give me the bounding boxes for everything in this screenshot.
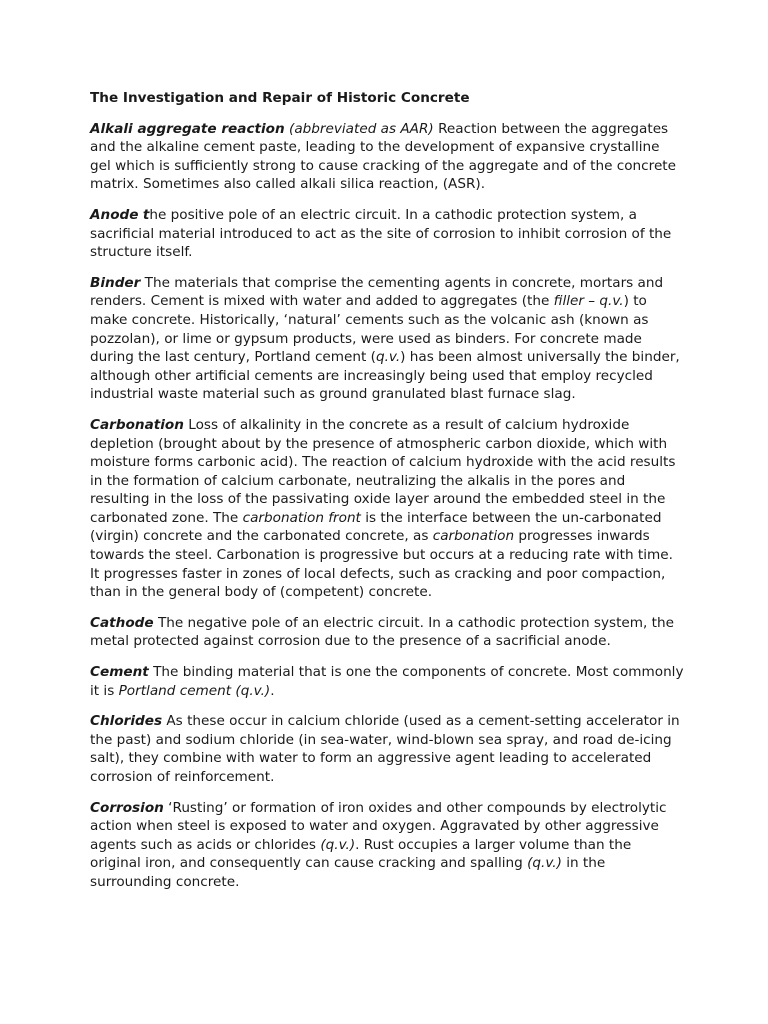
glossary-entry — [90, 206, 684, 262]
glossary-entry — [90, 712, 684, 786]
glossary-entry — [90, 663, 684, 700]
definition-text: he positive pole of an electric circuit. In a cathodic protection system, a sacrificial material introduced to act as the site of corrosion to inhibit corrosion of the structure itself. — [90, 206, 672, 261]
glossary-term: Chlorides — [90, 713, 163, 730]
definition-text: The negative pole of an electric circuit. In a cathodic protection system, the metal protected against corrosion due to the presence of a sacrificial anode. — [90, 614, 674, 650]
glossary-entries — [90, 120, 684, 892]
definition-text: Reaction between the aggregates and the alkaline cement paste, leading to the development of expansive crystalline gel which is sufficiently strong to cause cracking of the aggregate and of the concrete matrix. Sometimes also called alkali silica reaction, (ASR). — [90, 120, 676, 193]
definition-emphasis: t — [142, 206, 150, 223]
definition-text: ‘Rusting’ or formation of iron oxides and other compounds by electrolytic action when steel is exposed to water and oxygen. Aggravated by other aggressive agents such as acids or chlorides — [90, 799, 667, 853]
definition-text: in the surrounding concrete. — [90, 855, 606, 890]
glossary-term: Alkali aggregate reaction — [90, 120, 285, 137]
definition-text: Loss of alkalinity in the concrete as a result of calcium hydroxide depletion (brought about by the presence of atmospheric carbon dioxide, which with moisture forms carbonic acid). The reaction of calcium hydroxide with the acid results in the formation of calcium carbonate, neutralizing the alkalis in the pores and resulting in the loss of the passivating oxide layer around the embedded steel in the carbonated zone. The — [90, 416, 676, 526]
definition-emphasis: Portland cement (q.v.) — [118, 682, 271, 699]
document-page — [90, 89, 684, 904]
glossary-entry — [90, 614, 684, 651]
definition-text: The materials that comprise the cementing agents in concrete, mortars and renders. Cement is mixed with water and added to aggregates (the — [90, 274, 664, 310]
definition-emphasis: (q.v.) — [527, 855, 562, 872]
glossary-entry — [90, 274, 684, 404]
definition-emphasis: (abbreviated as AAR) — [289, 120, 434, 137]
glossary-term: Binder — [90, 274, 141, 291]
definition-text: ) to make concrete. Historically, ‘natural’ cements such as the volcanic ash (known as pozzolan), or lime or gypsum products, were used as binders. For concrete made during the last century, Portland cement ( — [90, 293, 649, 366]
glossary-entry — [90, 120, 684, 194]
definition-text: is the interface between the un-carbonated (virgin) concrete and the carbonated concrete, as — [90, 509, 662, 545]
definition-text: The binding material that is one the components of concrete. Most commonly it is — [90, 664, 684, 699]
definition-text: . Rust occupies a larger volume than the original iron, and consequently can cause cracking and spalling — [90, 836, 632, 872]
definition-emphasis: carbonation — [432, 528, 515, 545]
definition-text: ) has been almost universally the binder, although other artificial cements are increasingly being used that employ recycled industrial waste material such as ground granulated blast furnace slag. — [90, 349, 680, 403]
glossary-term: Cement — [90, 664, 149, 681]
glossary-term: Corrosion — [90, 799, 164, 816]
definition-text: . — [270, 682, 275, 699]
glossary-term: Anode — [90, 206, 139, 223]
definition-emphasis: (q.v.) — [320, 836, 356, 853]
glossary-entry — [90, 799, 684, 892]
definition-text: As these occur in calcium chloride (used as a cement-setting accelerator in the past) and sodium chloride (in sea-water, wind-blown sea spray, and road de-icing salt), they combine with water to form an aggressive agent leading to accelerated corrosion of reinforcement. — [90, 713, 680, 785]
glossary-entry — [90, 416, 684, 602]
glossary-term: Cathode — [90, 614, 154, 631]
definition-text: progresses inwards towards the steel. Carbonation is progressive but occurs at a reducing rate with time. It progresses faster in zones of local defects, such as cracking and poor compaction, than in the general body of (competent) concrete. — [90, 528, 673, 601]
definition-emphasis: q.v. — [375, 349, 401, 366]
definition-emphasis: carbonation front — [242, 509, 361, 526]
document-title: The Investigation and Repair of Historic Concrete — [90, 90, 470, 106]
glossary-term: Carbonation — [90, 416, 184, 433]
definition-emphasis: filler – q.v. — [553, 293, 624, 310]
